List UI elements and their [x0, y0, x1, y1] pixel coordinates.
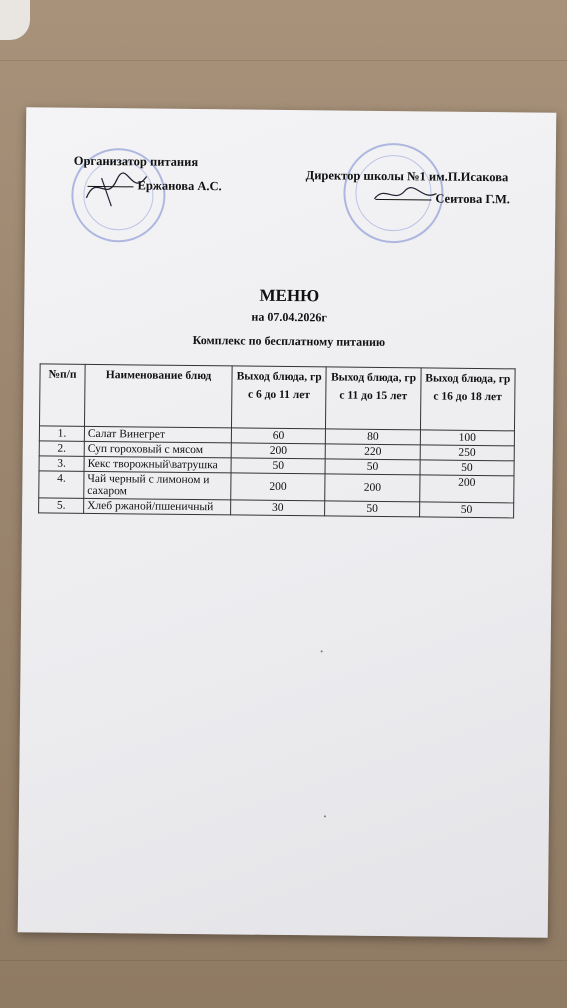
director-name: Сеитова Г.М.: [375, 191, 510, 207]
column-header: Выход блюда, гр с 6 до 11 лет: [231, 366, 326, 429]
column-header: №п/п: [39, 364, 85, 426]
yield-6-11: 30: [231, 500, 325, 516]
paper-corner: [0, 0, 30, 40]
row-number: 2.: [39, 441, 84, 456]
menu-table: [38, 363, 516, 518]
wood-grain: [0, 960, 567, 961]
yield-11-15: 50: [325, 459, 419, 475]
row-number: 4.: [39, 471, 84, 498]
yield-6-11: 60: [231, 428, 325, 444]
yield-11-15: 80: [326, 429, 420, 445]
director-title: Директор школы №1 им.П.Исакова: [305, 168, 509, 185]
column-header: Наименование блюд: [84, 364, 232, 428]
yield-6-11: 50: [231, 458, 325, 474]
yield-16-18: 250: [420, 445, 514, 461]
yield-6-11: 200: [231, 473, 326, 501]
dish-name: Кекс творожный\ватрушка: [84, 456, 231, 473]
document-date: на 07.04.2026г: [251, 309, 327, 325]
yield-11-15: 50: [325, 501, 419, 517]
menu-document: [18, 107, 557, 938]
paper-speck: [324, 815, 326, 817]
organizer-name: Ержанова А.С.: [87, 178, 221, 194]
yield-16-18: 50: [420, 460, 514, 476]
row-number: 3.: [39, 456, 84, 471]
dish-name: Хлеб ржаной/пшеничный: [84, 498, 231, 515]
dish-name: Салат Винегрет: [84, 426, 231, 443]
document-title: МЕНЮ: [259, 285, 320, 306]
yield-16-18: 200: [419, 475, 514, 503]
column-header: Выход блюда, гр с 11 до 15 лет: [326, 367, 421, 430]
yield-11-15: 200: [325, 474, 420, 502]
yield-11-15: 220: [325, 444, 419, 460]
wood-grain: [0, 60, 567, 61]
dish-name: Суп гороховый с мясом: [84, 441, 231, 458]
yield-6-11: 200: [231, 443, 325, 459]
dish-name: Чай черный с лимоном и сахаром: [84, 471, 231, 500]
table-header-row: [39, 364, 515, 431]
yield-16-18: 50: [419, 502, 513, 518]
column-header: Выход блюда, гр с 16 до 18 лет: [420, 368, 515, 431]
yield-16-18: 100: [420, 430, 514, 446]
row-number: 5.: [39, 498, 84, 513]
organizer-title: Организатор питания: [73, 153, 199, 170]
row-number: 1.: [39, 426, 84, 441]
paper-speck: [321, 650, 323, 652]
document-subtitle: Комплекс по бесплатному питанию: [192, 333, 386, 350]
